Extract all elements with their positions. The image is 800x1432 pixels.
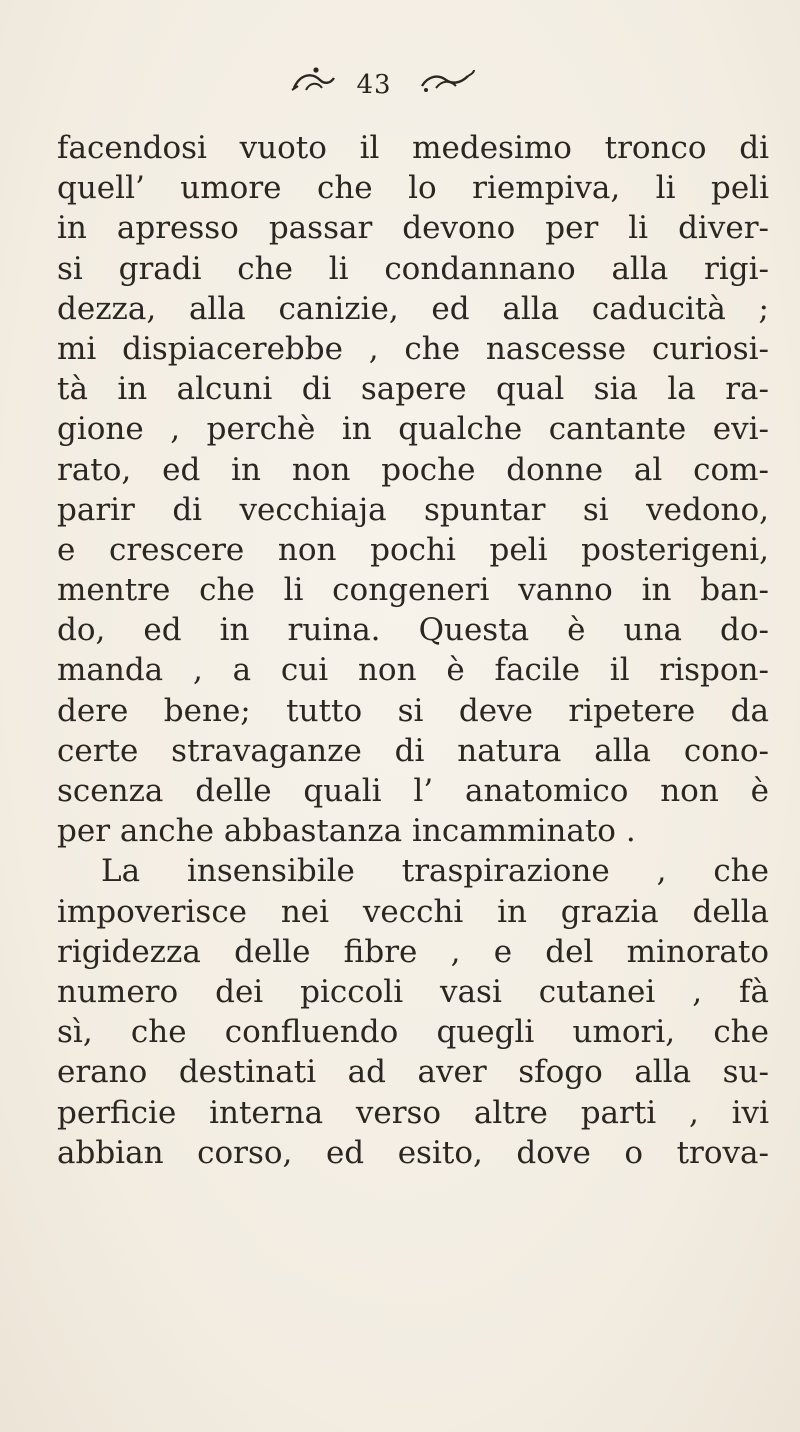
page-header: [0, 62, 800, 112]
text-line: mi dispiacerebbe , che nascesse curiosi-: [57, 330, 769, 367]
text-line: numero dei piccoli vasi cutanei , fà: [57, 973, 769, 1010]
text-line: do, ed in ruina. Questa è una do-: [57, 612, 769, 649]
text-line: sì, che confluendo quegli umori, che: [57, 1014, 769, 1051]
paragraph-start-line: La insensibile traspirazione , che: [101, 853, 769, 890]
text-line: impoverisce nei vecchi in grazia della: [57, 893, 769, 930]
text-line: erano destinati ad aver sfogo alla su-: [57, 1054, 769, 1091]
text-line: in apresso passar devono per li diver-: [57, 210, 769, 247]
text-line: rigidezza delle fibre , e del minorato: [57, 933, 769, 970]
fleuron-left-icon: [290, 66, 342, 96]
text-line: e crescere non pochi peli posterigeni,: [57, 531, 769, 568]
body-text: [57, 128, 769, 1173]
text-line: tà in alcuni di sapere qual sia la ra-: [57, 371, 769, 408]
text-line: gione , perchè in qualche cantante evi-: [57, 411, 769, 448]
text-line: scenza delle quali l’ anatomico non è: [57, 773, 769, 809]
page-number: 43: [356, 70, 392, 100]
text-line: rato, ed in non poche donne al com-: [57, 451, 769, 488]
paragraph-end-line: per anche abbastanza incamminato .: [57, 813, 636, 850]
text-line: dere bene; tutto si deve ripetere da: [57, 692, 769, 729]
fleuron-right-icon: [418, 66, 478, 96]
text-line: perficie interna verso altre parti , ivi: [57, 1094, 769, 1131]
text-line: mentre che li congeneri vanno in ban-: [57, 572, 769, 609]
text-line: certe stravaganze di natura alla cono-: [57, 732, 769, 769]
text-line: quell’ umore che lo riempiva, li peli: [57, 170, 769, 207]
text-line: facendosi vuoto il medesimo tronco di: [57, 130, 769, 166]
text-line: dezza, alla canizie, ed alla caducità ;: [57, 290, 769, 327]
text-line: si gradi che li condannano alla rigi-: [57, 250, 769, 287]
text-line: manda , a cui non è facile il rispon-: [57, 652, 769, 689]
text-line: parir di vecchiaja spuntar si vedono,: [57, 491, 769, 528]
text-line: abbian corso, ed esito, dove o trova-: [57, 1134, 769, 1171]
